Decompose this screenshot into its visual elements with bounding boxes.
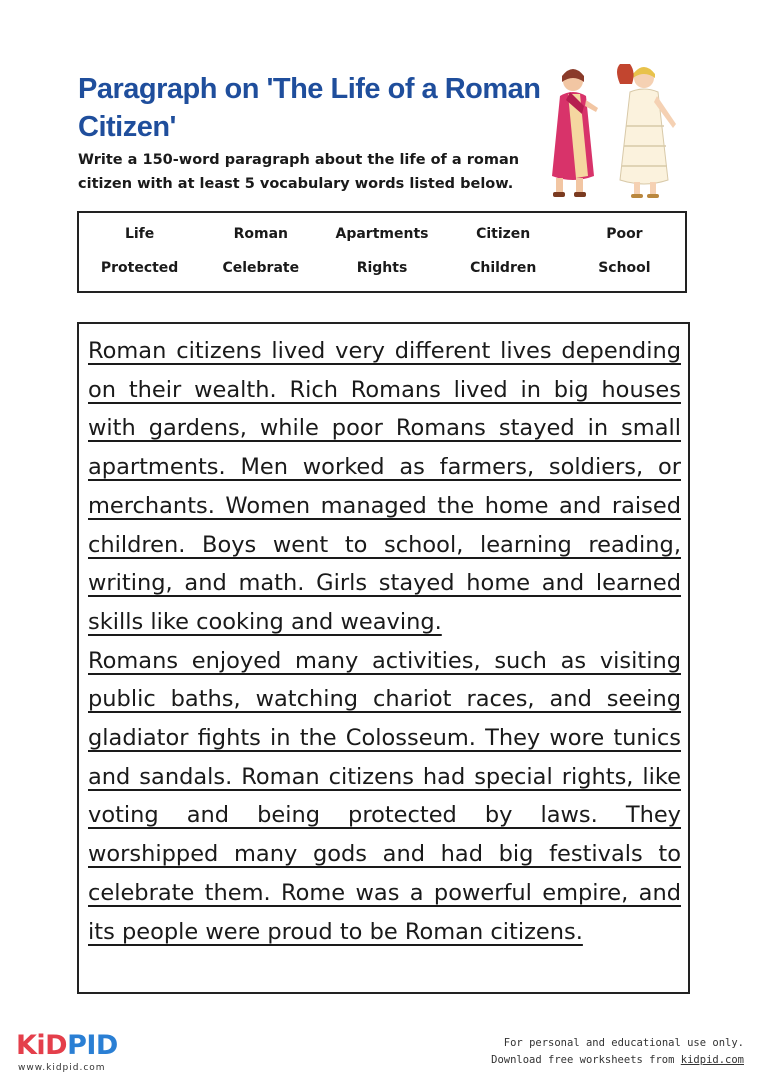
footer-download-prefix: Download free worksheets from (491, 1054, 681, 1066)
footer-usage-note: For personal and educational use only. (503, 1037, 744, 1049)
logo-wordmark (16, 1030, 118, 1062)
vocab-word-children: Children (470, 260, 537, 276)
kidpid-logo (16, 1030, 126, 1080)
vocab-word-protected: Protected (100, 260, 179, 276)
logo-pid: PID (67, 1030, 118, 1061)
vocab-word-school: School (598, 260, 651, 276)
paragraph-text (88, 332, 681, 951)
footer-download-note (491, 1052, 744, 1069)
vocab-word-poor: Poor (606, 226, 643, 242)
vocab-word-life: Life (124, 226, 155, 242)
vocabulary-grid (79, 223, 685, 279)
vocab-word-apartments: Apartments (335, 226, 429, 242)
worksheet-instructions: Write a 150-word paragraph about the life of a roman citizen with at least 5 vocabulary words listed below. (78, 152, 520, 192)
footer-link[interactable]: kidpid.com (680, 1054, 744, 1066)
vocab-word-roman: Roman (233, 226, 288, 242)
vocab-word-celebrate: Celebrate (222, 260, 300, 276)
vocab-word-rights: Rights (356, 260, 408, 276)
roman-man-figure-icon (552, 69, 598, 197)
footer-note (491, 1035, 744, 1069)
paragraph-2: Romans enjoyed many activities, such as visiting public baths, watching chariot races, and seeing gladiator fights in the Colosseum. They wore tunics and sandals. Roman citizens had special rights, like voting and being protected by laws. They worshipped many gods and had big festivals to celebrate them. Rome was a powerful empire, and its people were proud to be Roman citizens. (88, 647, 681, 945)
vocabulary-box (77, 211, 687, 293)
vocab-word-citizen: Citizen (476, 226, 531, 242)
paragraph-box (77, 322, 690, 994)
paragraph-1: Roman citizens lived very different lives depending on their wealth. Rich Romans lived in big houses with gardens, while poor Romans stayed in small apartments. Men worked as farmers, soldiers, or merchants. Women managed the home and raised children. Boys went to school, learning reading, writing, and math. Girls stayed home and learned skills like cooking and weaving. (88, 338, 681, 635)
logo-kid: KiD (16, 1030, 68, 1061)
roman-woman-figure-icon (617, 64, 676, 198)
logo-url: www.kidpid.com (18, 1063, 106, 1073)
roman-citizens-illustration-icon (540, 56, 690, 206)
worksheet-title: Paragraph on 'The Life of a Roman Citizen' (78, 73, 541, 143)
